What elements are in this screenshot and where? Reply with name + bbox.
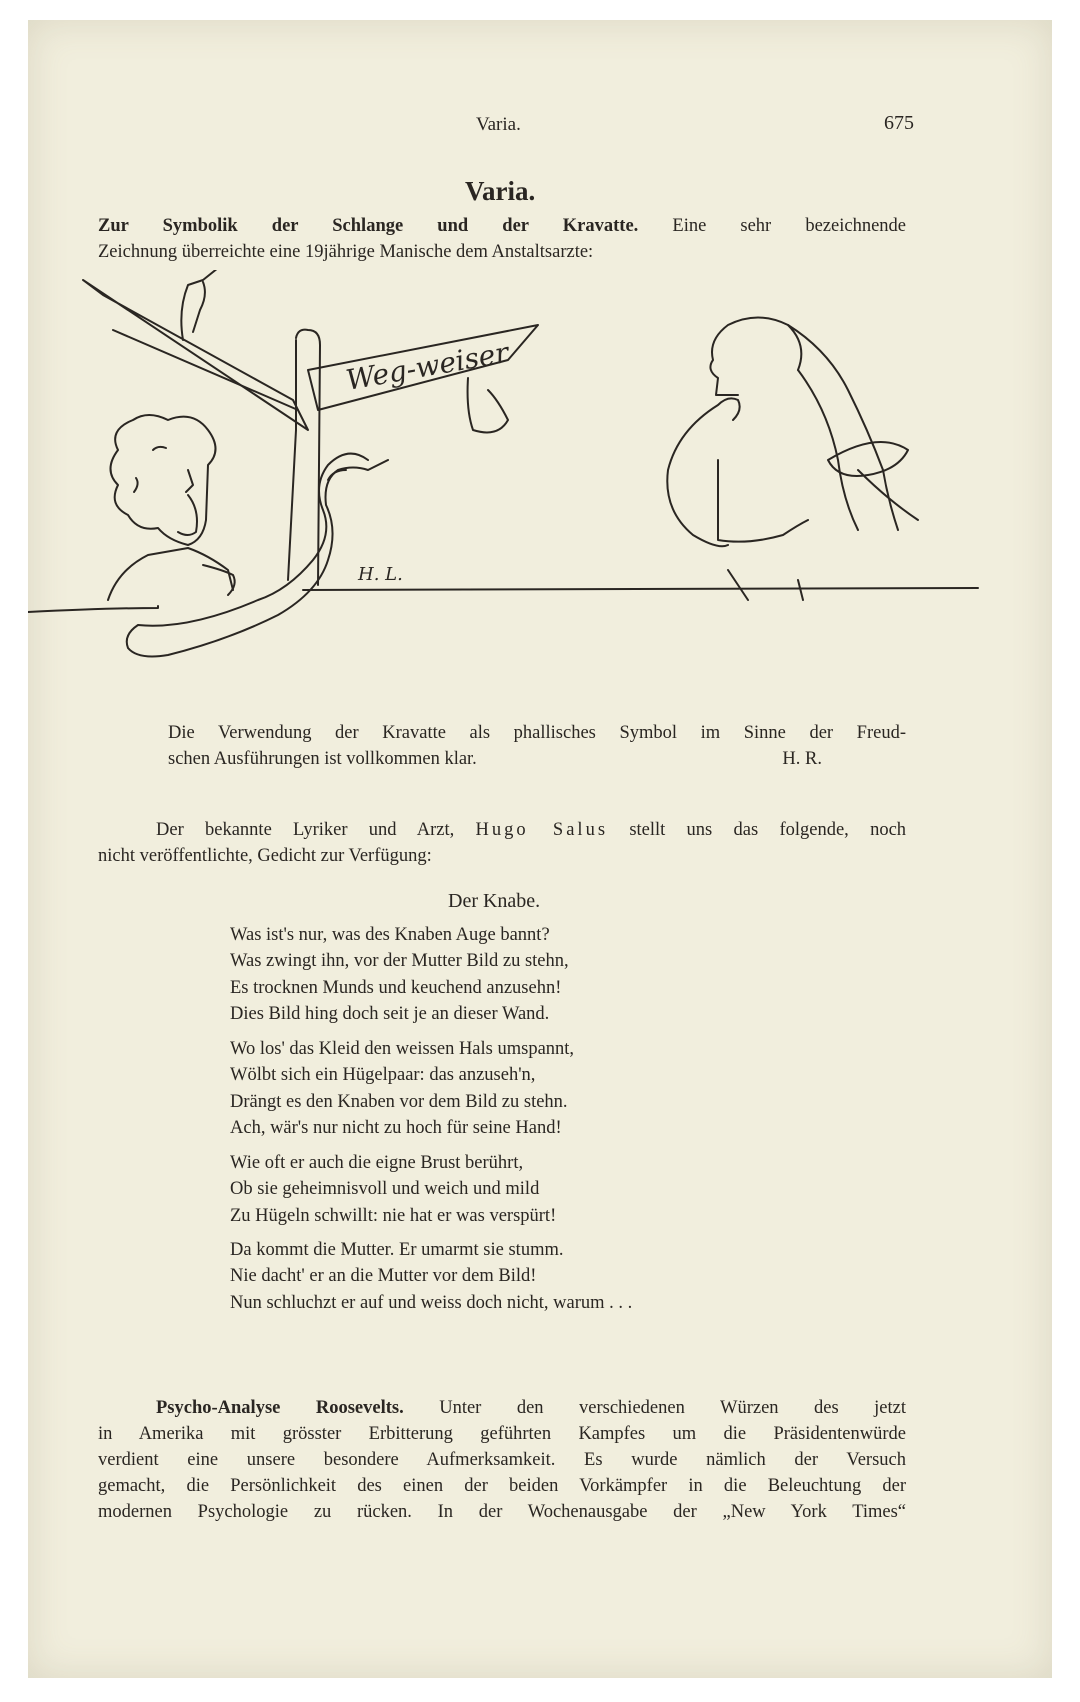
woman-head bbox=[710, 318, 801, 396]
poem-line: Es trocknen Munds und keuchend anzusehn! bbox=[230, 977, 562, 998]
poem-line: Zu Hügeln schwillt: nie hat er was verspürt! bbox=[230, 1205, 557, 1226]
intro-heading: Zur Symbolik der Schlange und der Kravatte. bbox=[98, 216, 639, 236]
caption-line2: schen Ausführungen ist vollkommen klar. bbox=[168, 749, 477, 769]
psycho-heading: Psycho-Analyse Roosevelts. bbox=[156, 1398, 404, 1418]
intro-paragraph bbox=[98, 213, 906, 265]
woman-body bbox=[718, 460, 808, 600]
psycho-line: gemacht, die Persönlichkeit des einen der beiden Vorkämpfer in die Beleuchtung der bbox=[98, 1476, 906, 1496]
poem-line: Da kommt die Mutter. Er umarmt sie stumm. bbox=[230, 1240, 564, 1260]
caption-line1: Die Verwendung der Kravatte als phallisches Symbol im Sinne der Freud- bbox=[168, 723, 906, 743]
poem-stanza bbox=[230, 922, 569, 1027]
poem-line: Wölbt sich ein Hügelpaar: das anzuseh'n, bbox=[230, 1065, 536, 1086]
raised-arm bbox=[181, 270, 228, 340]
man-body bbox=[108, 548, 233, 600]
psycho-line: in Amerika mit grösster Erbitterung geführten Kampfes um die Präsidentenwürde bbox=[98, 1424, 906, 1444]
large-tie-shape bbox=[83, 280, 308, 430]
snake-tie bbox=[127, 454, 388, 657]
psycho-analyse-paragraph bbox=[98, 1395, 906, 1525]
woman-arm bbox=[667, 398, 739, 546]
poem-line: Wie oft er auch die eigne Brust berührt, bbox=[230, 1153, 524, 1173]
salus-line1-pre: Der bekannte Lyriker und Arzt, bbox=[156, 820, 455, 840]
woman-hair bbox=[788, 325, 898, 530]
salus-intro bbox=[98, 817, 906, 869]
caption-line2-row bbox=[168, 746, 906, 772]
psycho-line: verdient eine unsere besondere Aufmerksamkeit. Es wurde nämlich der Versuch bbox=[98, 1450, 906, 1470]
poet-name: Hugo Salus bbox=[475, 820, 609, 840]
poem-line: Nie dacht' er an die Mutter vor dem Bild! bbox=[230, 1266, 537, 1287]
signpost-text: Weg-weiser bbox=[343, 335, 512, 397]
hand-below-sign bbox=[468, 378, 508, 432]
poem-stanza bbox=[230, 1150, 556, 1229]
intro-line1-rest: Eine sehr bezeichnende bbox=[672, 216, 906, 236]
poem-stanza bbox=[230, 1237, 632, 1316]
poem-line: Was zwingt ihn, vor der Mutter Bild zu stehn, bbox=[230, 951, 569, 972]
poem-line: Dies Bild hing doch seit je an dieser Wand. bbox=[230, 1003, 550, 1024]
poem-line: Was ist's nur, was des Knaben Auge bannt? bbox=[230, 925, 550, 945]
poem-title: Der Knabe. bbox=[448, 890, 541, 912]
poem-line: Nun schluchzt er auf und weiss doch nicht, warum . . . bbox=[230, 1292, 633, 1313]
poem-line: Drängt es den Knaben vor dem Bild zu stehn. bbox=[230, 1091, 568, 1112]
psycho-line: modernen Psychologie zu rücken. In der Wochenausgabe der „New York Times“ bbox=[98, 1502, 906, 1522]
page-number: 675 bbox=[884, 112, 914, 134]
sketch-illustration bbox=[28, 270, 1028, 720]
running-head: Varia. bbox=[476, 114, 521, 135]
drawing-caption bbox=[168, 720, 906, 772]
intro-line2: Zeichnung überreichte eine 19jährige Manische dem Anstaltsarzte: bbox=[98, 242, 594, 262]
salus-line1 bbox=[98, 817, 906, 843]
poem-line: Wo los' das Kleid den weissen Hals umspannt, bbox=[230, 1039, 575, 1059]
man-head bbox=[111, 415, 216, 545]
psycho-first-line bbox=[98, 1395, 906, 1421]
salus-line1-post: stellt uns das folgende, noch bbox=[629, 820, 907, 840]
drawing-signature: H. L. bbox=[358, 564, 403, 585]
poem-stanza bbox=[230, 1036, 574, 1141]
salus-line2: nicht veröffentlichte, Gedicht zur Verfügung: bbox=[98, 846, 432, 866]
poem-line: Ob sie geheimnisvoll und weich und mild bbox=[230, 1179, 540, 1200]
psycho-line1-rest: Unter den verschiedenen Würzen des jetzt bbox=[439, 1398, 907, 1418]
intro-first-line bbox=[98, 213, 906, 239]
section-title: Varia. bbox=[465, 176, 536, 206]
caption-signature: H. R. bbox=[782, 749, 822, 769]
ground-line bbox=[28, 588, 978, 612]
poem-line: Ach, wär's nur nicht zu hoch für seine Hand! bbox=[230, 1117, 562, 1138]
